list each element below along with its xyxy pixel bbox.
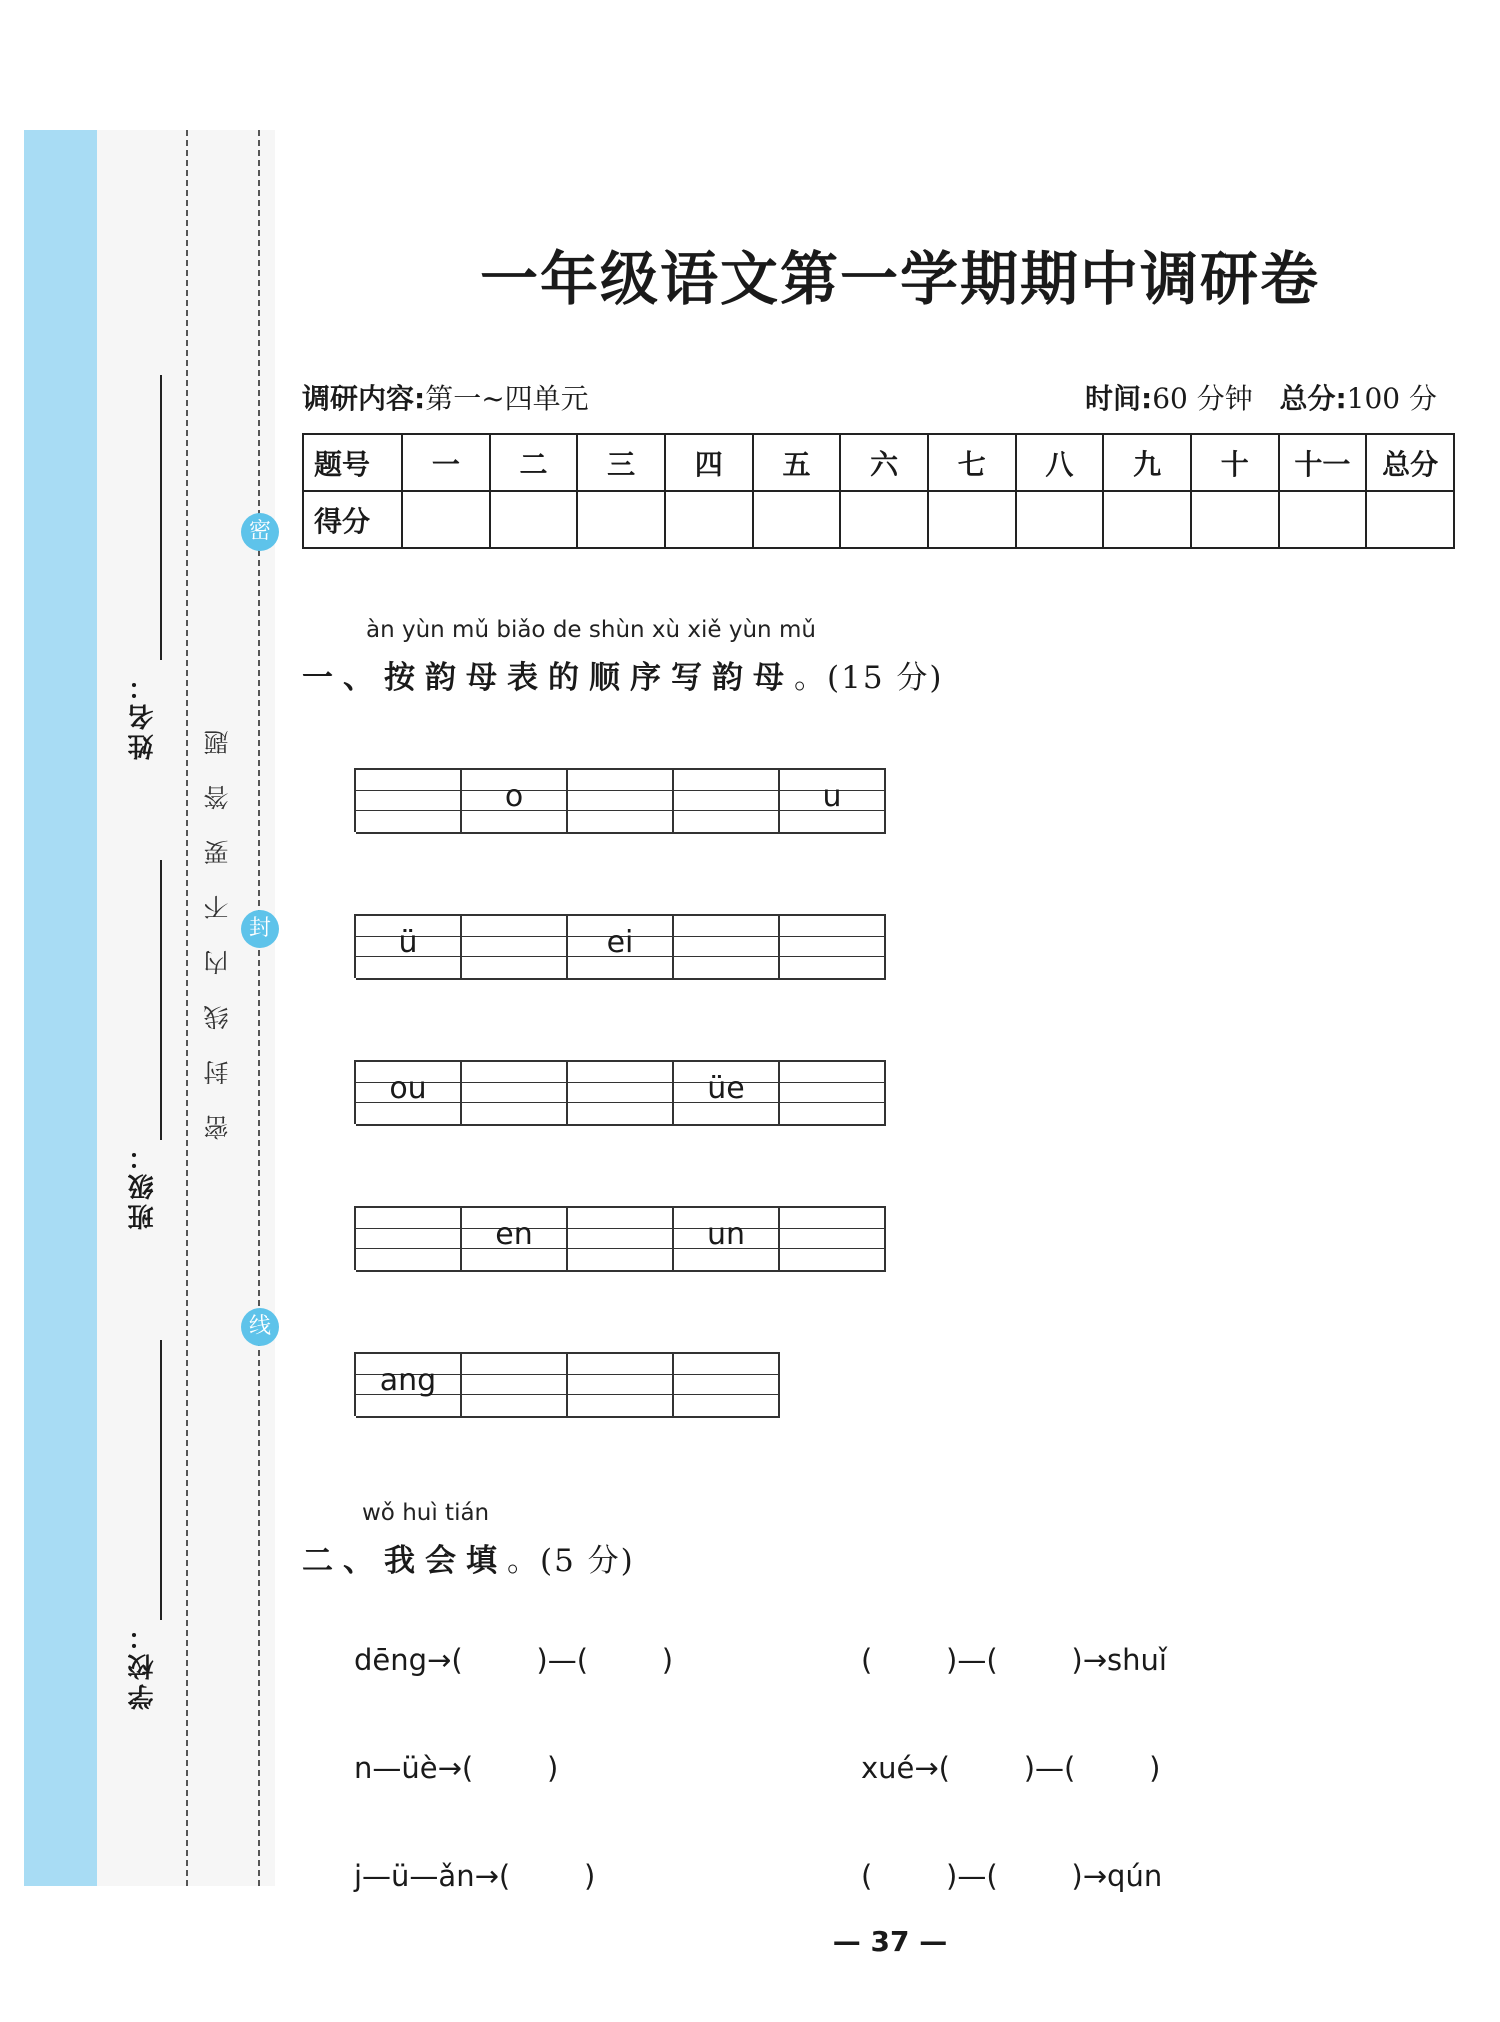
fill-item[interactable]: ( )—( )→shuǐ (861, 1643, 1167, 1677)
time-total-info: 时间:60 分钟 总分:100 分 (1085, 382, 1437, 415)
score-table-cell: 一 (402, 434, 490, 491)
score-blank[interactable] (665, 491, 753, 548)
vowel-grid-row-3 (354, 1060, 886, 1124)
vowel-cell[interactable] (568, 1206, 674, 1272)
fill-item[interactable]: j—ü—ǎn→( ) (354, 1859, 596, 1893)
vowel-cell[interactable] (780, 914, 886, 980)
vowel-cell[interactable] (780, 1206, 886, 1272)
vowel-cell[interactable]: un (674, 1206, 780, 1272)
score-table-cell: 五 (753, 434, 841, 491)
score-blank[interactable] (490, 491, 578, 548)
score-blank[interactable] (928, 491, 1016, 548)
vowel-cell[interactable] (780, 1060, 886, 1126)
vowel-cell[interactable]: en (462, 1206, 568, 1272)
score-table-cell: 题号 (303, 434, 402, 491)
seal-circle-mi: 密 (241, 513, 279, 551)
vowel-cell[interactable] (462, 1352, 568, 1418)
score-blank[interactable] (1279, 491, 1367, 548)
score-table-cell: 十一 (1279, 434, 1367, 491)
name-label: 姓名： (128, 670, 158, 760)
score-label: 得分 (303, 491, 402, 548)
score-blank[interactable] (840, 491, 928, 548)
vowel-grid-row-2 (354, 914, 886, 978)
vowel-cell[interactable] (674, 1352, 780, 1418)
score-blank[interactable] (577, 491, 665, 548)
vowel-cell[interactable]: ang (356, 1352, 462, 1418)
vowel-grid-row-4 (354, 1206, 886, 1270)
score-table-cell: 总分 (1366, 434, 1454, 491)
seal-instruction: 密封线内不要答题 (203, 700, 232, 1140)
page-number: — 37 — (832, 1925, 948, 1958)
vowel-cell[interactable] (356, 1206, 462, 1272)
cut-line (186, 130, 188, 1886)
score-blank[interactable] (753, 491, 841, 548)
score-table-header-row (303, 434, 1454, 491)
fill-item[interactable]: dēng→( )—( ) (354, 1643, 674, 1677)
seal-line (258, 130, 260, 1886)
fill-item[interactable]: xué→( )—( ) (861, 1751, 1161, 1785)
vowel-cell[interactable] (568, 1352, 674, 1418)
score-table-cell: 八 (1016, 434, 1104, 491)
score-table (302, 433, 1455, 549)
score-blank[interactable] (402, 491, 490, 548)
vowel-cell[interactable] (462, 1060, 568, 1126)
score-table-cell: 十 (1191, 434, 1279, 491)
vowel-cell[interactable]: üe (674, 1060, 780, 1126)
class-line (160, 860, 162, 1140)
vowel-grid-row-5 (354, 1352, 780, 1416)
page-title: 一年级语文第一学期期中调研卷 (479, 245, 1320, 313)
vowel-cell[interactable]: ei (568, 914, 674, 980)
section2-heading: 二、我会填。(5 分) (302, 1543, 635, 1579)
vowel-cell[interactable]: u (780, 768, 886, 834)
score-table-cell: 九 (1103, 434, 1191, 491)
school-label: 学校： (128, 1620, 158, 1710)
section1-pinyin: àn yùn mǔ biǎo de shùn xù xiě yùn mǔ (366, 617, 816, 643)
fill-item[interactable]: n—üè→( ) (354, 1751, 559, 1785)
vowel-cell[interactable] (674, 768, 780, 834)
name-line (160, 375, 162, 660)
score-table-cell: 二 (490, 434, 578, 491)
vowel-cell[interactable]: o (462, 768, 568, 834)
vowel-cell[interactable] (462, 914, 568, 980)
score-blank[interactable] (1191, 491, 1279, 548)
vowel-cell[interactable] (568, 1060, 674, 1126)
vowel-grid-row-1 (354, 768, 886, 832)
score-blank[interactable] (1366, 491, 1454, 548)
class-label: 班级： (128, 1140, 158, 1230)
fill-item[interactable]: ( )—( )→qún (861, 1859, 1163, 1893)
seal-circle-xian: 线 (241, 1308, 279, 1346)
score-table-score-row (303, 491, 1454, 548)
section2-pinyin: wǒ huì tián (362, 1500, 490, 1526)
score-blank[interactable] (1016, 491, 1104, 548)
score-table-cell: 三 (577, 434, 665, 491)
vowel-cell[interactable]: ü (356, 914, 462, 980)
score-table-cell: 七 (928, 434, 1016, 491)
binding-strip (24, 130, 97, 1886)
section1-heading: 一、按韵母表的顺序写韵母。(15 分) (302, 660, 944, 696)
score-blank[interactable] (1103, 491, 1191, 548)
score-table-cell: 四 (665, 434, 753, 491)
vowel-cell[interactable] (568, 768, 674, 834)
vowel-cell[interactable] (674, 914, 780, 980)
vowel-cell[interactable]: ou (356, 1060, 462, 1126)
seal-circle-feng: 封 (241, 910, 279, 948)
content-info: 调研内容:第一~四单元 (302, 382, 589, 415)
vowel-cell[interactable] (356, 768, 462, 834)
school-line (160, 1340, 162, 1620)
score-table-cell: 六 (840, 434, 928, 491)
